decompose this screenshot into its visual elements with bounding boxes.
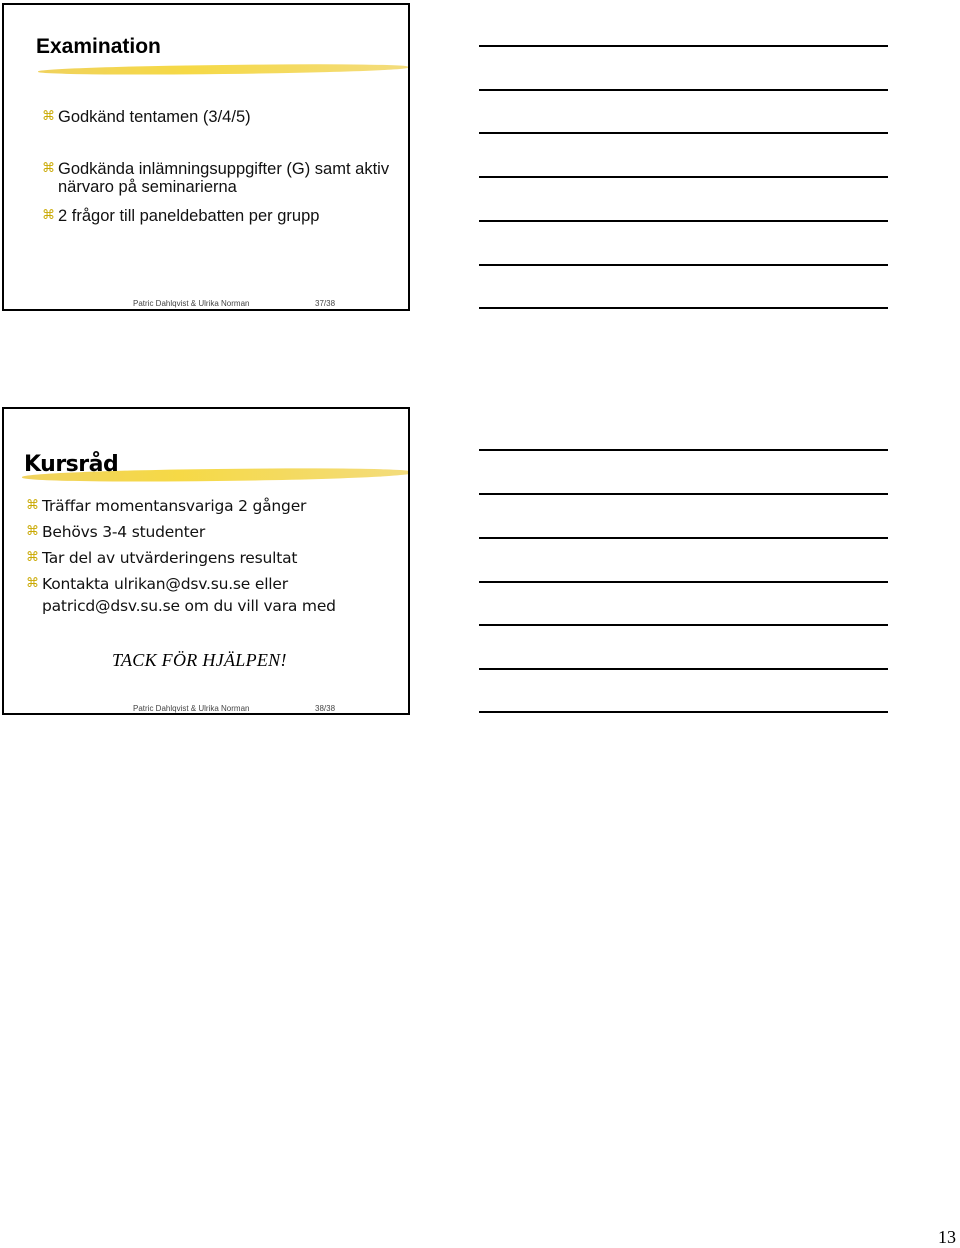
bullet-text: Behövs 3-4 studenter — [42, 523, 206, 541]
note-line — [479, 264, 888, 266]
bullet-marker-icon: ⌘ — [26, 576, 39, 591]
bullet-text: Godkända inlämningsuppgifter (G) samt aktiv närvaro på seminarierna — [58, 160, 390, 196]
page-number: 13 — [938, 1227, 956, 1247]
bullet-marker-icon: ⌘ — [26, 498, 39, 513]
bullet-text: Godkänd tentamen (3/4/5) — [58, 108, 251, 126]
bullet-text: 2 frågor till paneldebatten per grupp — [58, 207, 320, 225]
note-line — [479, 493, 888, 495]
bullet-marker-icon: ⌘ — [26, 550, 39, 565]
bullet-marker-icon: ⌘ — [42, 208, 55, 223]
bullet-text: Tar del av utvärderingens resultat — [42, 549, 298, 567]
bullet-text: Träffar momentansvariga 2 gånger — [42, 497, 307, 515]
bullet-marker-icon: ⌘ — [26, 524, 39, 539]
slide-footer-author: Patric Dahlqvist & Ulrika Norman — [133, 299, 250, 308]
note-line — [479, 176, 888, 178]
note-line — [479, 449, 888, 451]
bullet-item — [26, 521, 406, 543]
slide-footer-author: Patric Dahlqvist & Ulrika Norman — [133, 704, 250, 713]
bullet-item — [26, 547, 406, 569]
slide-footer-page: 38/38 — [315, 704, 336, 713]
bullet-item — [42, 207, 402, 225]
bullet-list — [26, 495, 406, 621]
note-line — [479, 624, 888, 626]
note-line — [479, 220, 888, 222]
bullet-marker-icon: ⌘ — [42, 161, 55, 176]
note-line — [479, 668, 888, 670]
closing-text: TACK FÖR HJÄLPEN! — [112, 650, 287, 670]
note-line — [479, 307, 888, 309]
bullet-item — [26, 573, 406, 617]
bullet-item — [42, 160, 402, 196]
bullet-text: Kontakta ulrikan@dsv.su.se eller patricd@dsv.su.se om du vill vara med — [42, 575, 336, 615]
note-line — [479, 132, 888, 134]
slide-title: Kursråd — [24, 452, 119, 477]
bullet-marker-icon: ⌘ — [42, 109, 55, 124]
slide-footer-page: 37/38 — [315, 299, 336, 308]
slide-37 — [2, 3, 410, 311]
note-line — [479, 581, 888, 583]
bullet-item — [42, 108, 402, 126]
note-line — [479, 45, 888, 47]
slide-38 — [2, 407, 410, 715]
bullet-item — [26, 495, 406, 517]
bullet-list — [42, 108, 402, 225]
note-line — [479, 711, 888, 713]
note-line — [479, 537, 888, 539]
slide-title: Examination — [36, 35, 161, 58]
title-underline-stroke — [38, 63, 408, 76]
note-line — [479, 89, 888, 91]
